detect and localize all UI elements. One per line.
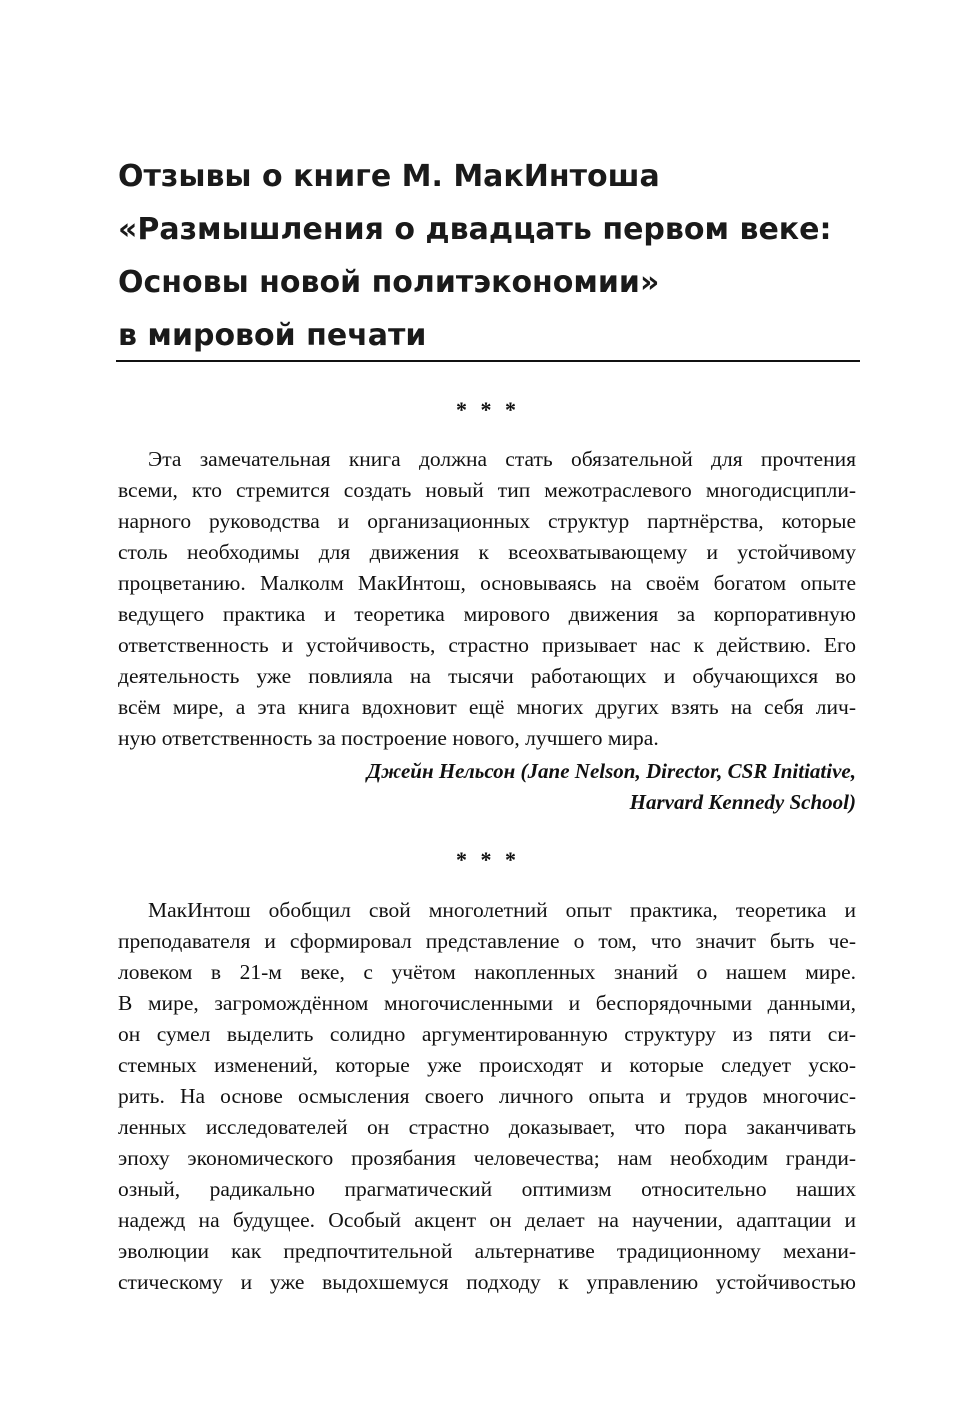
section-separator: * * * bbox=[456, 847, 520, 872]
review-paragraph bbox=[118, 895, 856, 1298]
text-line: озный, радикально прагматический оптимизм относительно наших bbox=[118, 1177, 856, 1201]
attribution-line: Harvard Kennedy School) bbox=[629, 790, 856, 814]
text-line: деятельность уже повлияла на тысячи работающих и обучающихся во bbox=[118, 664, 856, 688]
section-separator: * * * bbox=[456, 397, 520, 422]
text-line: ловеком в 21-м веке, с учётом накопленных знаний о нашем мире. bbox=[118, 960, 856, 984]
text-line: ную ответственность за построение нового, лучшего мира. bbox=[118, 726, 659, 750]
text-line: он сумел выделить солидно аргументированную структуру из пяти си- bbox=[118, 1022, 856, 1046]
text-line: ленных исследователей он страстно доказывает, что пора заканчивать bbox=[118, 1115, 856, 1139]
text-line: стическому и уже выдохшемуся подходу к управлению устойчивостью bbox=[118, 1270, 856, 1294]
text-line: процветанию. Малколм МакИнтош, основываясь на своём богатом опыте bbox=[118, 571, 856, 595]
text-line: рить. На основе осмысления своего личного опыта и трудов многочис- bbox=[118, 1084, 856, 1108]
page-title bbox=[118, 150, 863, 362]
text-line: надежд на будущее. Особый акцент он делает на научении, адаптации и bbox=[118, 1208, 856, 1232]
title-line: Основы новой политэкономии» bbox=[118, 265, 660, 300]
text-line: эпоху экономического прозябания человечества; нам необходим гранди- bbox=[118, 1146, 856, 1170]
text-line: Эта замечательная книга должна стать обязательной для прочтения bbox=[148, 447, 856, 471]
text-line: В мире, загромождённом многочисленными и беспорядочными данными, bbox=[118, 991, 856, 1015]
text-line: всеми, кто стремится создать новый тип межотраслевого многодисципли- bbox=[118, 478, 856, 502]
title-line: Отзывы о книге М. МакИнтоша bbox=[118, 159, 660, 194]
title-divider bbox=[116, 360, 860, 362]
attribution-line: Джейн Нельсон (Jane Nelson, Director, CSR Initiative, bbox=[366, 759, 856, 783]
text-line: ответственность и устойчивость, страстно призывает нас к действию. Его bbox=[118, 633, 856, 657]
text-line: стемных изменений, которые уже происходят и которые следует уско- bbox=[118, 1053, 856, 1077]
text-line: эволюции как предпочтительной альтернативе традиционному механи- bbox=[118, 1239, 856, 1263]
text-line: всём мире, а эта книга вдохновит ещё многих других взять на себя лич- bbox=[118, 695, 856, 719]
title-line: «Размышления о двадцать первом веке: bbox=[118, 212, 832, 247]
title-line: в мировой печати bbox=[118, 318, 427, 353]
review-attribution bbox=[118, 756, 856, 818]
text-line: преподавателя и сформировал представление о том, что значит быть че- bbox=[118, 929, 856, 953]
review-paragraph bbox=[118, 444, 856, 754]
text-line: столь необходимы для движения к всеохватывающему и устойчивому bbox=[118, 540, 856, 564]
text-line: нарного руководства и организационных структур партнёрства, которые bbox=[118, 509, 856, 533]
text-line: ведущего практика и теоретика мирового движения за корпоративную bbox=[118, 602, 856, 626]
text-line: МакИнтош обобщил свой многолетний опыт практика, теоретика и bbox=[148, 898, 856, 922]
